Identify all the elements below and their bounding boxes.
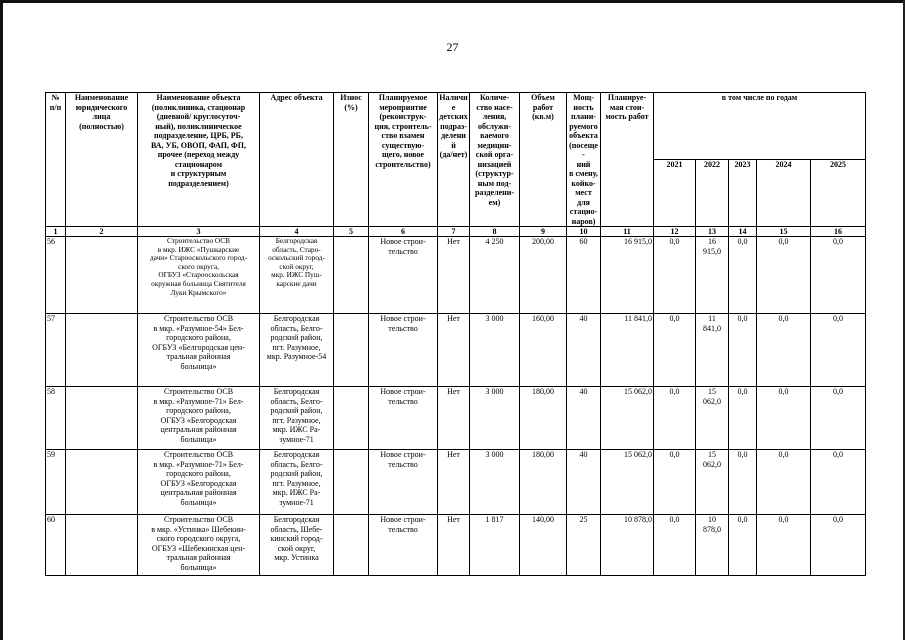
page-number: 27 (446, 40, 459, 54)
area-cell: 200,00 (520, 237, 567, 314)
children-units-cell: Нет (438, 515, 470, 576)
text-line: в мкр. ИЖС «Пушкарские (157, 244, 240, 254)
text-line: медицин- (477, 140, 512, 150)
text-line: Новое строи- (380, 515, 426, 524)
capacity-cell: 40 (567, 314, 601, 387)
text-line: родский район, (270, 406, 323, 415)
text-line: разделени- (474, 188, 515, 197)
year-2024-cell: 0,0 (757, 237, 811, 314)
table-body (46, 237, 866, 576)
cost-cell: 11 841,0 (601, 314, 654, 387)
address-cell (260, 237, 334, 314)
header-number (46, 93, 66, 227)
text-line: кинский город- (270, 534, 323, 543)
text-line: объекта (569, 131, 598, 140)
header-years-group: в том числе по годам (654, 93, 866, 160)
text-line: Луки Крымского» (170, 287, 227, 297)
header-year-2023: 2023 (729, 160, 757, 227)
table-row (46, 314, 866, 387)
text-line: ления, (482, 112, 507, 121)
text-line: Объем (531, 93, 555, 102)
text-line: ОГБУЗ «Шебекинская цен- (151, 543, 246, 553)
object-name-cell (138, 515, 260, 576)
text-line: наров) (571, 216, 596, 226)
text-line: ОГБУЗ «Белгородская (160, 478, 237, 488)
text-line: 915,0 (703, 246, 721, 256)
text-line: ность (573, 102, 594, 112)
text-line: мкр. Разумное-54 (266, 352, 327, 361)
children-units-cell: Нет (438, 237, 470, 314)
text-line: больница» (180, 361, 217, 371)
row-number: 56 (46, 237, 66, 314)
scan-edge-left (0, 0, 3, 640)
column-number: 4 (260, 227, 334, 237)
cost-cell: 16 915,0 (601, 237, 654, 314)
text-line: в мкр. «Разумное-54» Бел- (153, 323, 244, 333)
text-line: ция, строитель- (374, 121, 432, 131)
object-name-cell (138, 314, 260, 387)
text-line: и структурным (170, 169, 227, 178)
text-line: ний (576, 159, 591, 169)
text-line: в смену, (569, 169, 598, 178)
capacity-cell: 25 (567, 515, 601, 576)
population-cell: 3 000 (470, 450, 520, 515)
text-line: 11 (708, 314, 716, 323)
text-line: койко- (571, 178, 596, 188)
text-line: ской округ, (277, 543, 316, 553)
text-line: № (51, 93, 60, 102)
column-number: 7 (438, 227, 470, 237)
text-line: окружная больница Святителя (151, 278, 246, 288)
year-2023-cell: 0,0 (729, 515, 757, 576)
header-year-2024: 2024 (757, 160, 811, 227)
year-2024-cell: 0,0 (757, 387, 811, 450)
text-line: ской орга- (475, 150, 514, 159)
header-children-units (438, 93, 470, 227)
text-line: (поликлиника, стационар (151, 102, 246, 112)
text-line: Мощ- (573, 93, 594, 102)
text-line: ского городского округа, (156, 534, 241, 543)
column-number: 1 (46, 227, 66, 237)
column-numbers-row (46, 227, 866, 237)
row-number: 60 (46, 515, 66, 576)
cost-cell: 15 062,0 (601, 450, 654, 515)
text-line: зумное-71 (279, 497, 314, 507)
text-line: тельство (388, 459, 418, 469)
text-line: Планируе- (607, 93, 647, 102)
column-number: 12 (654, 227, 696, 237)
text-line: подраз- (440, 121, 467, 131)
year-2023-cell: 0,0 (729, 387, 757, 450)
text-line: Планируемое (378, 93, 428, 102)
wear-cell (334, 515, 369, 576)
text-line: больница» (180, 562, 217, 572)
capacity-cell: 40 (567, 450, 601, 515)
legal-entity-cell (66, 515, 138, 576)
text-line: мость работ (605, 112, 649, 121)
measure-cell (369, 515, 438, 576)
text-line: Износ (340, 93, 362, 102)
text-line: городского района, (166, 406, 231, 415)
text-line: дачи» Старооскольского город- (149, 253, 248, 263)
text-line: низацией (477, 159, 512, 169)
text-line: центральная районная (160, 425, 237, 434)
text-line: Белгородская (275, 236, 318, 245)
table-row (46, 387, 866, 450)
capacity-cell: 60 (567, 237, 601, 314)
year-2024-cell: 0,0 (757, 515, 811, 576)
text-line: Строительство ОСВ (163, 314, 234, 323)
year-2022-cell (696, 450, 729, 515)
object-name-cell (138, 450, 260, 515)
text-line: область, Белго- (270, 396, 323, 406)
column-number: 16 (811, 227, 866, 237)
table-row (46, 515, 866, 576)
text-line: Строительство ОСВ (166, 236, 231, 245)
year-2022-cell (696, 314, 729, 387)
column-number: 2 (66, 227, 138, 237)
text-line: Строительство ОСВ (163, 450, 234, 459)
column-number: 15 (757, 227, 811, 237)
text-line: руемого (569, 121, 598, 131)
wear-cell (334, 314, 369, 387)
text-line: работ (532, 102, 554, 112)
text-line: подразделением) (168, 178, 229, 188)
table-row (46, 450, 866, 515)
text-line: мкр. Устинка (274, 553, 319, 562)
cost-cell: 10 878,0 (601, 515, 654, 576)
text-line: Наименование (74, 93, 129, 102)
year-2025-cell: 0,0 (811, 387, 866, 450)
text-line: 062,0 (703, 396, 721, 406)
area-cell: 160,00 (520, 314, 567, 387)
address-cell (260, 314, 334, 387)
object-name-cell (138, 237, 260, 314)
text-line: ство насе- (476, 102, 513, 112)
text-line: городского района, (166, 469, 231, 478)
text-line: ОГБУЗ «Белгородская цен- (152, 342, 245, 352)
text-line: (%) (344, 102, 358, 112)
year-2025-cell: 0,0 (811, 237, 866, 314)
text-line: пгт. Разумное, (272, 478, 321, 488)
text-line: область, Шебе- (270, 524, 323, 534)
text-line: зумное-71 (279, 434, 314, 444)
text-line: Новое строи- (380, 387, 426, 396)
text-line: городского района, (166, 333, 231, 342)
column-number: 5 (334, 227, 369, 237)
text-line: мая стои- (609, 102, 645, 112)
measure-cell (369, 387, 438, 450)
column-number: 6 (369, 227, 438, 237)
text-line: ВА, УБ, ОВОП, ФАП, ФП, (150, 140, 247, 150)
text-line: Новое строи- (380, 237, 426, 246)
text-line: область, Старо- (272, 244, 321, 254)
column-number: 14 (729, 227, 757, 237)
header-year-2022: 2022 (696, 160, 729, 227)
text-line: щего, новое (382, 150, 424, 159)
text-line: оскольский город- (268, 253, 325, 263)
text-line: стационаром (174, 159, 223, 169)
text-line: родский район, (270, 469, 323, 478)
text-line: стацио- (569, 207, 598, 216)
text-line: тральная районная (166, 352, 231, 361)
text-line: мкр. ИЖС Пуш- (271, 270, 322, 280)
header-cost (601, 93, 654, 227)
cost-cell: 15 062,0 (601, 387, 654, 450)
measure-cell (369, 450, 438, 515)
legal-entity-cell (66, 387, 138, 450)
text-line: Белгородская (273, 314, 320, 323)
text-line: прочее (переход между (157, 150, 240, 159)
text-line: 841,0 (703, 323, 721, 333)
children-units-cell: Нет (438, 387, 470, 450)
header-row (46, 93, 866, 160)
row-number: 59 (46, 450, 66, 515)
text-line: родский район, (270, 333, 323, 342)
children-units-cell: Нет (438, 314, 470, 387)
text-line: центральная районная (160, 488, 237, 497)
population-cell: 3 000 (470, 314, 520, 387)
population-cell: 1 817 (470, 515, 520, 576)
text-line: 15 (708, 387, 716, 396)
text-line: мероприятие (379, 102, 427, 112)
text-line: ОГБУЗ «Старооскольская (158, 270, 239, 280)
text-line: (реконструк- (379, 112, 427, 121)
year-2021-cell: 0,0 (654, 314, 696, 387)
text-line: делений (441, 131, 466, 150)
text-line: в мкр. «Разумное-71» Бел- (153, 459, 244, 469)
text-line: (посеще- (569, 140, 598, 159)
text-line: Наличие (439, 93, 468, 112)
header-object-name (138, 93, 260, 227)
column-number: 3 (138, 227, 260, 237)
wear-cell (334, 450, 369, 515)
header-population (470, 93, 520, 227)
text-line: детских (439, 112, 468, 121)
year-2025-cell: 0,0 (811, 450, 866, 515)
year-2025-cell: 0,0 (811, 314, 866, 387)
year-2021-cell: 0,0 (654, 450, 696, 515)
header-year-2021: 2021 (654, 160, 696, 227)
text-line: юридического (75, 102, 128, 112)
text-line: лица (92, 112, 111, 121)
column-number: 9 (520, 227, 567, 237)
text-line: ской округ, (279, 261, 314, 271)
data-table (45, 92, 866, 576)
area-cell: 180,00 (520, 387, 567, 450)
legal-entity-cell (66, 314, 138, 387)
text-line: Строительство ОСВ (163, 515, 234, 524)
wear-cell (334, 237, 369, 314)
text-line: Новое строи- (380, 314, 426, 323)
text-line: (дневной/ круглосуточ- (156, 112, 241, 121)
header-address (260, 93, 334, 227)
text-line: в мкр. «Разумное-71» Бел- (153, 396, 244, 406)
legal-entity-cell (66, 450, 138, 515)
text-line: (кв.м) (532, 112, 554, 121)
text-line: существую- (381, 140, 425, 150)
text-line: пгт. Разумное, (272, 342, 321, 352)
text-line: (да/нет) (439, 150, 468, 159)
text-line: карские дачи (276, 278, 317, 288)
column-number: 13 (696, 227, 729, 237)
text-line: подразделение, ЦРБ, РБ, (154, 131, 243, 140)
year-2025-cell: 0,0 (811, 515, 866, 576)
header-capacity (567, 93, 601, 227)
legal-entity-cell (66, 237, 138, 314)
text-line: тельство (388, 524, 418, 534)
text-line: тельство (388, 396, 418, 406)
header-wear (334, 93, 369, 227)
text-line: п/п (49, 102, 62, 112)
area-cell: 180,00 (520, 450, 567, 515)
year-2023-cell: 0,0 (729, 237, 757, 314)
capacity-cell: 40 (567, 387, 601, 450)
text-line: 10 (708, 515, 716, 524)
measure-cell (369, 237, 438, 314)
text-line: тельство (388, 246, 418, 256)
text-line: Наименование объекта (156, 93, 241, 102)
children-units-cell: Нет (438, 450, 470, 515)
address-cell (260, 450, 334, 515)
text-line: Адрес объекта (270, 93, 323, 102)
header-year-2025: 2025 (811, 160, 866, 227)
text-line: Строительство ОСВ (163, 387, 234, 396)
header-legal-entity (66, 93, 138, 227)
text-line: больница» (180, 434, 217, 444)
text-line: ным под- (477, 178, 512, 188)
text-line: обслужи- (477, 121, 511, 131)
year-2024-cell: 0,0 (757, 314, 811, 387)
text-line: Новое строи- (380, 450, 426, 459)
year-2023-cell: 0,0 (729, 314, 757, 387)
text-line: ем) (488, 197, 501, 207)
measure-cell (369, 314, 438, 387)
column-number: 11 (601, 227, 654, 237)
column-number: 8 (470, 227, 520, 237)
text-line: (полностью) (79, 121, 124, 131)
text-line: тельство (388, 323, 418, 333)
header-area (520, 93, 567, 227)
year-2021-cell: 0,0 (654, 237, 696, 314)
text-line: строительство) (375, 159, 431, 169)
text-line: тральная районная (166, 553, 231, 562)
text-line: больница» (180, 497, 217, 507)
year-2022-cell (696, 515, 729, 576)
text-line: Белгородская (273, 387, 320, 396)
text-line: в мкр. «Устинка» Шебекин- (151, 524, 246, 534)
text-line: область, Белго- (270, 323, 323, 333)
text-line: плани- (571, 112, 596, 121)
address-cell (260, 387, 334, 450)
text-line: мкр. ИЖС Ра- (272, 488, 321, 497)
text-line: Количе- (479, 93, 510, 102)
text-line: Белгородская (273, 515, 320, 524)
year-2023-cell: 0,0 (729, 450, 757, 515)
population-cell: 3 000 (470, 387, 520, 450)
year-2024-cell: 0,0 (757, 450, 811, 515)
address-cell (260, 515, 334, 576)
text-line: ОГБУЗ «Белгородская (160, 415, 237, 425)
text-line: мест для (575, 188, 592, 207)
wear-cell (334, 387, 369, 450)
year-2021-cell: 0,0 (654, 387, 696, 450)
text-line: 878,0 (703, 524, 721, 534)
year-2022-cell (696, 387, 729, 450)
text-line: (структур- (475, 169, 514, 178)
text-line: ство взамен (381, 131, 425, 140)
text-line: мкр. ИЖС Ра- (272, 425, 321, 434)
row-number: 58 (46, 387, 66, 450)
text-line: 062,0 (703, 459, 721, 469)
scan-edge-top (0, 0, 905, 3)
table-row (46, 237, 866, 314)
text-line: ваемого (480, 131, 509, 140)
object-name-cell (138, 387, 260, 450)
text-line: область, Белго- (270, 459, 323, 469)
text-line: ского округа, (178, 261, 219, 271)
text-line: Белгородская (273, 450, 320, 459)
column-number: 10 (567, 227, 601, 237)
year-2021-cell: 0,0 (654, 515, 696, 576)
text-line: ный), поликлиническое (155, 121, 242, 131)
header-planned-measure (369, 93, 438, 227)
text-line: пгт. Разумное, (272, 415, 321, 425)
text-line: 16 (708, 237, 716, 246)
text-line: 15 (708, 450, 716, 459)
row-number: 57 (46, 314, 66, 387)
area-cell: 140,00 (520, 515, 567, 576)
population-cell: 4 250 (470, 237, 520, 314)
year-2022-cell (696, 237, 729, 314)
